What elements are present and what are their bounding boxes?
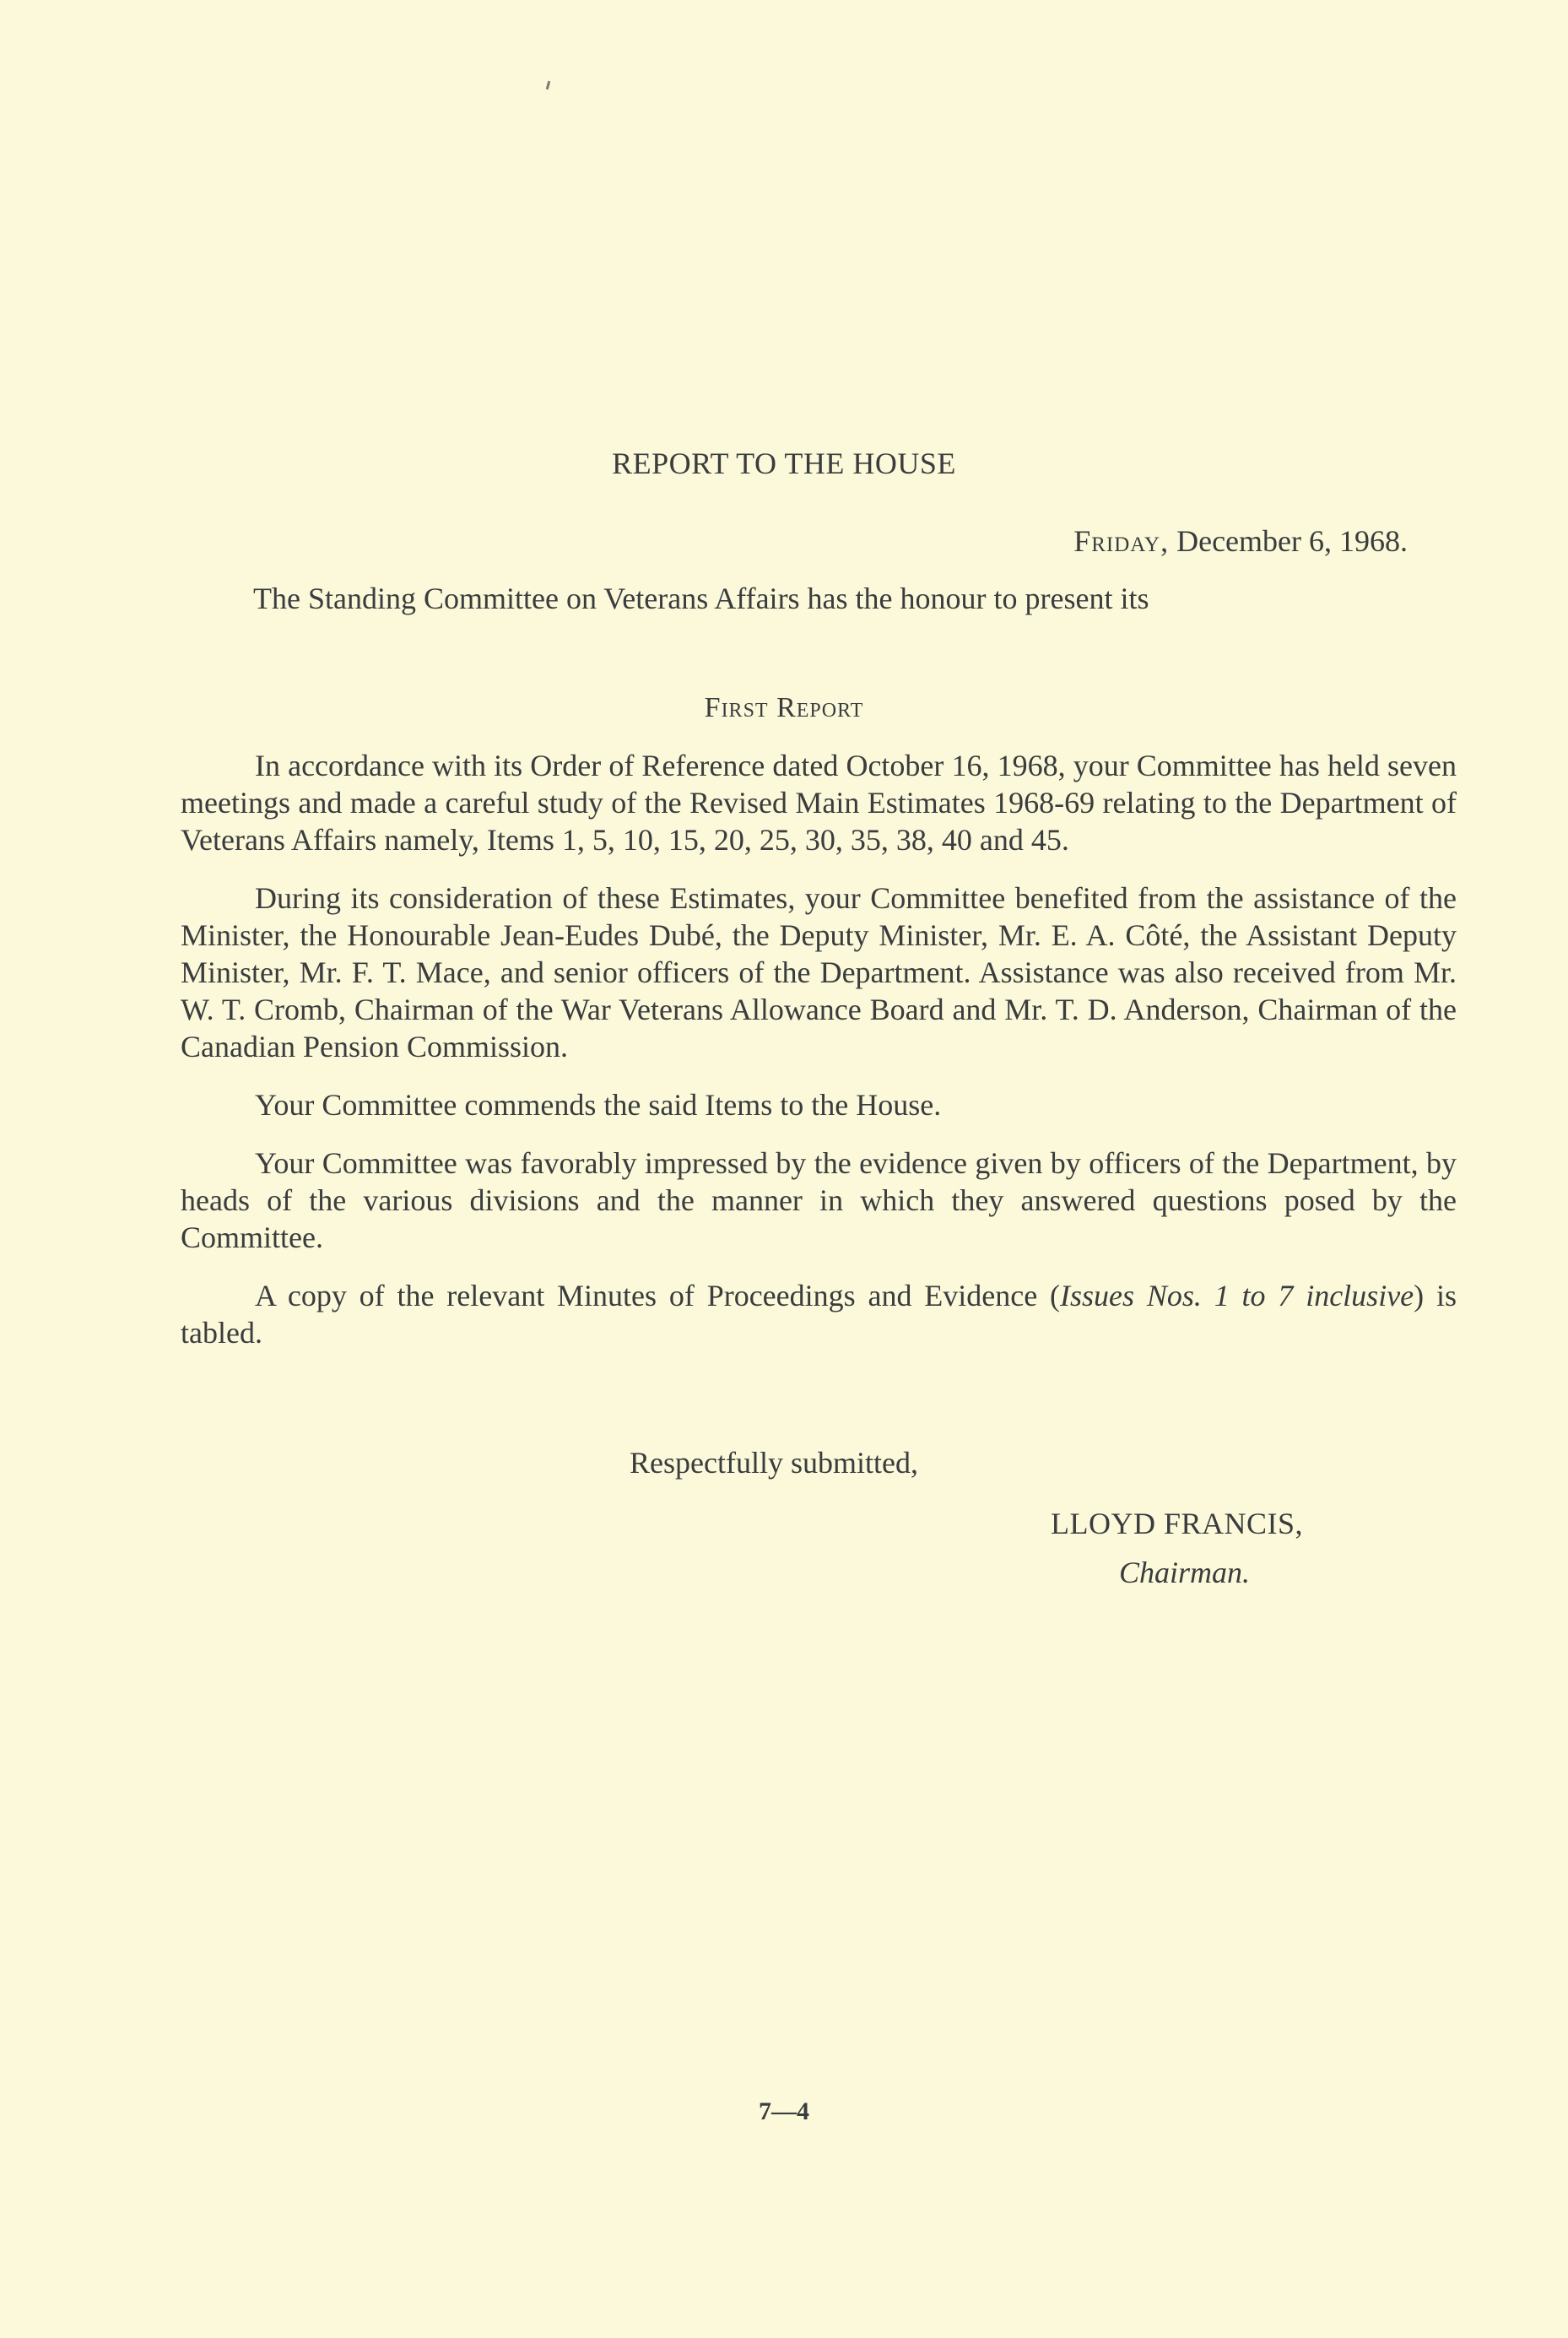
report-date-day: Friday, bbox=[1073, 524, 1170, 558]
signoff: Respectfully submitted, bbox=[630, 1446, 918, 1480]
paragraph-assistance: During its consideration of these Estimates, your Committee benefited from the assistance of the Minister, the Honourable Jean-Eudes Dubé, the Deputy Minister, Mr. E. A. Côté, the Assistant Deputy Minister, Mr. F. T. Mace, and senior officers of the Department. Assistance was also received from Mr. W. T. Cromb, Chairman of the War Veterans Allowance Board and Mr. T. D. Anderson, Chairman of the Canadian Pension Commission. bbox=[181, 881, 1457, 1063]
report-date bbox=[1073, 523, 1408, 559]
paragraph-tabled bbox=[181, 1277, 1457, 1351]
paragraph-tabled-end: ) is tabled. bbox=[181, 1279, 1457, 1350]
stray-mark bbox=[546, 81, 550, 89]
signer-title: Chairman. bbox=[1119, 1556, 1251, 1589]
paragraph-tabled-start: A copy of the relevant Minutes of Proceedings and Evidence ( bbox=[255, 1279, 1061, 1312]
report-body bbox=[181, 747, 1457, 1372]
report-title: REPORT TO THE HOUSE bbox=[612, 446, 956, 480]
paragraph-commends: Your Committee commends the said Items to the House. bbox=[255, 1088, 942, 1122]
paragraph-impressed: Your Committee was favorably impressed by the evidence given by officers of the Department, by heads of the various divisions and the manner in which they answered questions posed by the Committee. bbox=[181, 1146, 1457, 1254]
intro-line: The Standing Committee on Veterans Affairs has the honour to present its bbox=[253, 582, 1149, 615]
page-number: 7—4 bbox=[759, 2097, 809, 2125]
paragraph-order-of-reference: In accordance with its Order of Reference dated October 16, 1968, your Committee has held seven meetings and made a careful study of the Revised Main Estimates 1968-69 relating to the Department of Veterans Affairs namely, Items 1, 5, 10, 15, 20, 25, 30, 35, 38, 40 and 45. bbox=[181, 749, 1457, 857]
paragraph-tabled-issues: Issues Nos. 1 to 7 inclusive bbox=[1060, 1279, 1414, 1312]
report-date-rest: December 6, 1968. bbox=[1169, 524, 1408, 558]
report-heading: First Report bbox=[704, 692, 864, 723]
signer-name: LLOYD FRANCIS, bbox=[1051, 1507, 1304, 1540]
